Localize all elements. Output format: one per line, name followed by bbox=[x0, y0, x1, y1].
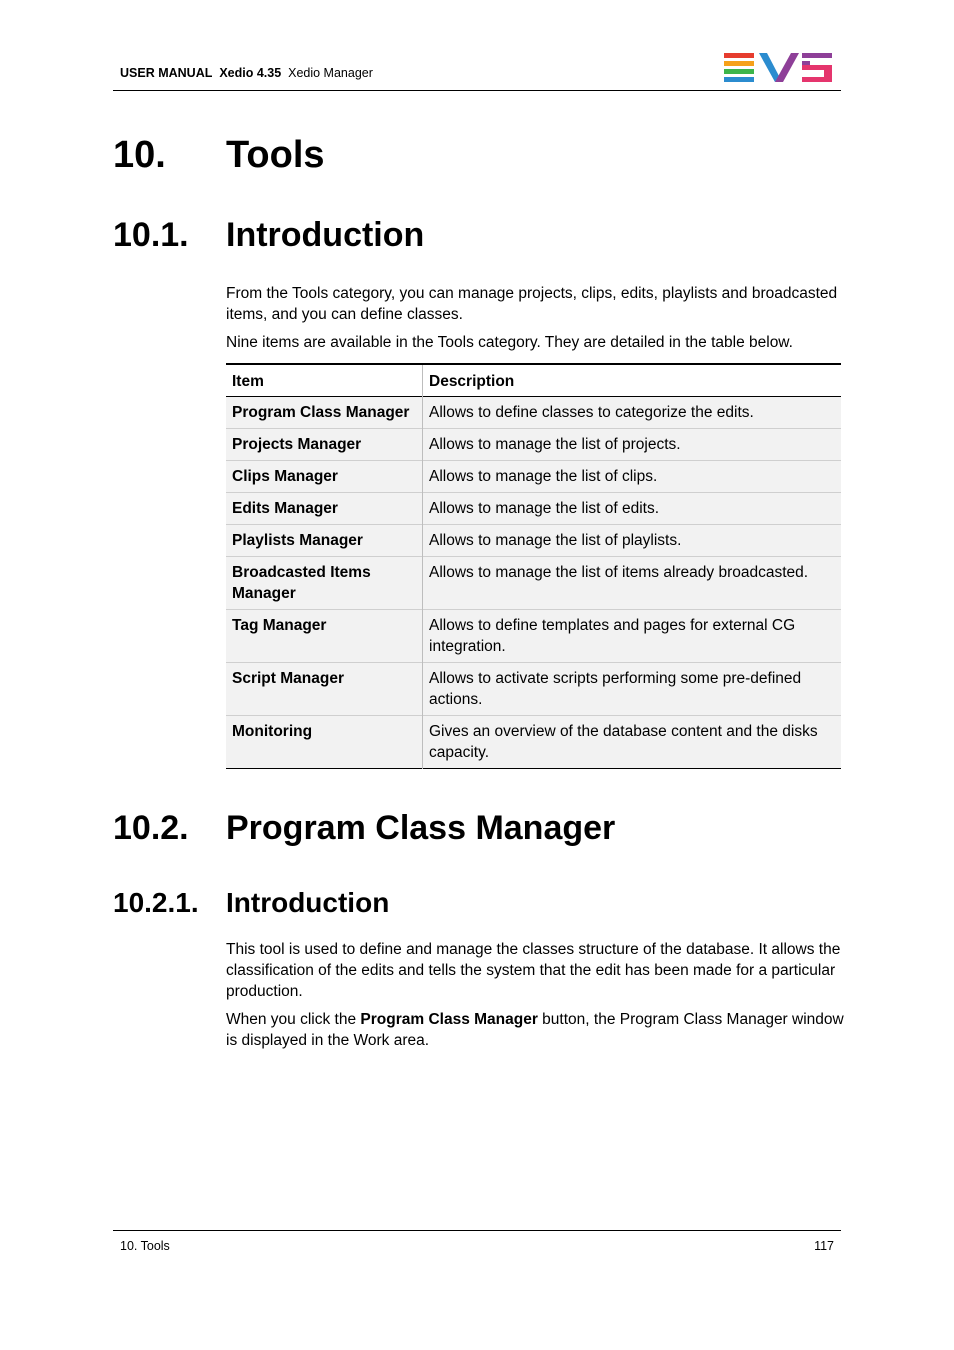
item-cell: Clips Manager bbox=[232, 468, 338, 485]
description-cell: Allows to activate scripts performing some pre-defined actions. bbox=[423, 663, 842, 716]
para-text-before: When you click the bbox=[226, 1011, 361, 1028]
section-2-number: 10.2. bbox=[113, 809, 189, 847]
chapter-title: Tools bbox=[226, 134, 325, 176]
item-cell: Monitoring bbox=[232, 723, 313, 740]
program-class-manager-term: Program Class Manager bbox=[360, 1011, 538, 1028]
column-header-item: Item bbox=[232, 373, 264, 390]
section-2-title: Program Class Manager bbox=[226, 809, 616, 847]
table-row bbox=[226, 610, 841, 663]
table-row bbox=[226, 461, 841, 493]
subsection-paragraph-2 bbox=[226, 1009, 844, 1051]
description-cell: Allows to manage the list of playlists. bbox=[423, 525, 842, 557]
item-cell: Script Manager bbox=[232, 670, 344, 687]
chapter-number: 10. bbox=[113, 134, 166, 176]
description-cell: Allows to manage the list of edits. bbox=[423, 493, 842, 525]
page-number: 117 bbox=[814, 1239, 834, 1253]
table-row bbox=[226, 493, 841, 525]
footer-chapter: 10. Tools bbox=[120, 1239, 170, 1253]
tools-items-table bbox=[226, 363, 841, 769]
header-module: Xedio Manager bbox=[288, 66, 373, 80]
description-cell: Gives an overview of the database content and the disks capacity. bbox=[423, 716, 842, 769]
table-row bbox=[226, 663, 841, 716]
table-header-row bbox=[226, 364, 841, 397]
para-text-after: button, the Program Class Manager window is displayed in the Work area. bbox=[226, 1011, 844, 1049]
description-cell: Allows to define templates and pages for external CG integration. bbox=[423, 610, 842, 663]
column-header-description: Description bbox=[423, 364, 842, 397]
item-cell: Edits Manager bbox=[232, 500, 338, 517]
section-number: 10.1. bbox=[113, 216, 189, 254]
intro-paragraph-2: Nine items are available in the Tools category. They are detailed in the table below. bbox=[226, 334, 793, 351]
description-cell: Allows to define classes to categorize the edits. bbox=[423, 397, 842, 429]
table-row bbox=[226, 397, 841, 429]
header-text bbox=[120, 66, 373, 80]
item-cell: Broadcasted Items Manager bbox=[232, 564, 371, 602]
intro-paragraph: From the Tools category, you can manage projects, clips, edits, playlists and broadcasted items, and you can define classes. bbox=[226, 285, 838, 323]
header-product: Xedio 4.35 bbox=[219, 66, 282, 80]
section-title: Introduction bbox=[226, 216, 425, 254]
subsection-number: 10.2.1. bbox=[113, 887, 199, 918]
page-header bbox=[113, 50, 841, 91]
description-cell: Allows to manage the list of items already broadcasted. bbox=[423, 557, 842, 610]
table-row bbox=[226, 429, 841, 461]
item-cell: Tag Manager bbox=[232, 617, 327, 634]
item-cell: Program Class Manager bbox=[232, 404, 410, 421]
table-row bbox=[226, 557, 841, 610]
page-footer bbox=[113, 1230, 841, 1253]
item-cell: Playlists Manager bbox=[232, 532, 363, 549]
description-cell: Allows to manage the list of clips. bbox=[423, 461, 842, 493]
header-label: USER MANUAL bbox=[120, 66, 213, 80]
subsection-title: Introduction bbox=[226, 887, 390, 918]
description-cell: Allows to manage the list of projects. bbox=[423, 429, 842, 461]
evs-logo bbox=[724, 52, 834, 82]
subsection-paragraph: This tool is used to define and manage the classes structure of the database. It allows the classification of the edits and tells the system that the edit has been made for a particular production. bbox=[226, 941, 841, 1000]
table-row bbox=[226, 525, 841, 557]
table-row bbox=[226, 716, 841, 769]
item-cell: Projects Manager bbox=[232, 436, 362, 453]
